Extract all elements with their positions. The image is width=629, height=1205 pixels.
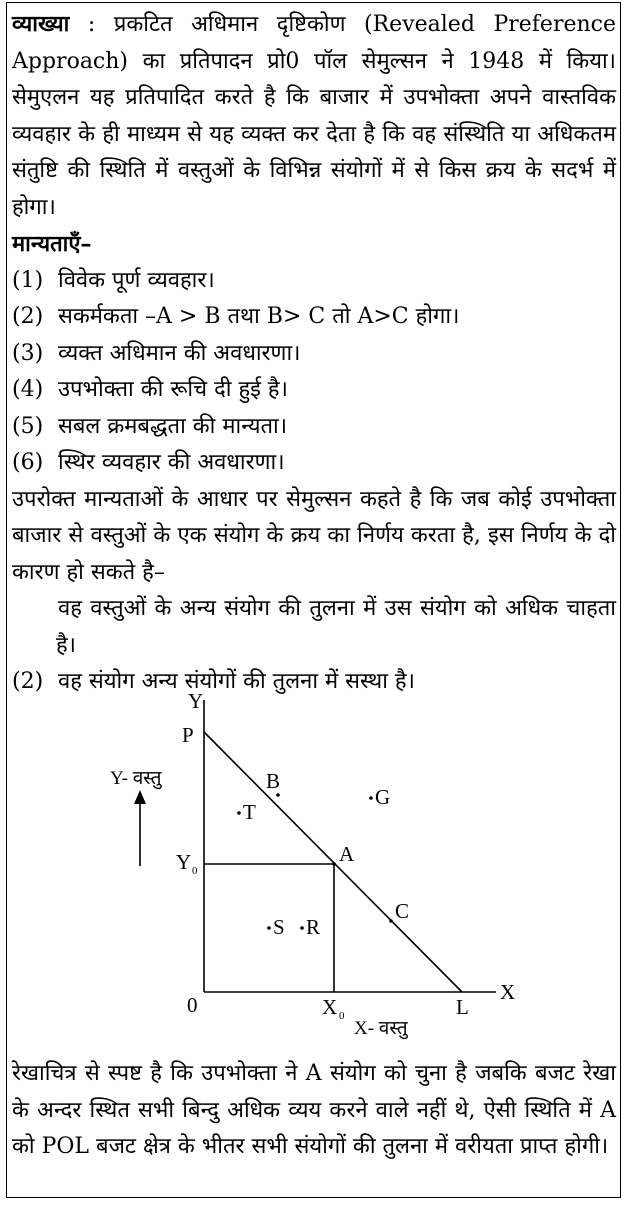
assumption-item bbox=[12, 445, 616, 482]
point-t-dot bbox=[237, 811, 241, 815]
assumption-item bbox=[12, 372, 616, 409]
item-text: विवेक पूर्ण व्यवहार। bbox=[58, 267, 215, 293]
revealed-preference-diagram bbox=[0, 680, 629, 1050]
assumption-item bbox=[12, 336, 616, 373]
point-b-dot bbox=[276, 793, 280, 797]
point-g-label: G bbox=[375, 785, 391, 809]
y0-subscript: 0 bbox=[192, 865, 198, 877]
x-axis-label: X bbox=[500, 980, 516, 1004]
item-number: (3) bbox=[12, 340, 44, 366]
point-c-dot bbox=[389, 919, 393, 923]
point-l-label: L bbox=[456, 995, 469, 1019]
intro-label: व्याख्या bbox=[12, 11, 70, 37]
item-text: व्यक्त अधिमान की अवधारणा। bbox=[58, 340, 301, 366]
item-number: (2) bbox=[12, 669, 44, 694]
assumption-item bbox=[12, 299, 616, 336]
budget-line bbox=[204, 732, 462, 992]
origin-label: 0 bbox=[187, 993, 198, 1017]
item-number: (4) bbox=[12, 377, 44, 402]
item-number: (1) bbox=[12, 267, 44, 293]
item-number: (2) bbox=[12, 304, 44, 329]
point-t-label: T bbox=[243, 800, 256, 824]
point-r-label: R bbox=[306, 915, 321, 939]
y0-label: Y bbox=[176, 850, 192, 874]
point-g-dot bbox=[369, 796, 373, 800]
intro-paragraph bbox=[12, 6, 616, 226]
point-r-dot bbox=[300, 926, 304, 930]
point-b-label: B bbox=[266, 769, 281, 793]
point-c-label: C bbox=[395, 899, 410, 923]
item-text: सबल क्रमबद्धता की मान्यता। bbox=[58, 413, 288, 439]
assumption-item bbox=[12, 263, 616, 300]
assumptions-list bbox=[12, 263, 616, 482]
point-a-label: A bbox=[339, 842, 355, 866]
item-text: वह वस्तुओं के अन्य संयोग की तुलना में उस संयोग को अधिक चाहता है। bbox=[56, 596, 616, 658]
conclusion-paragraph: रेखाचित्र से स्पष्ट है कि उपभोक्ता ने A संयोग को चुना है जबकि बजट रेखा के अन्दर स्थित सभी बिन्दु अधिक व्यय करने वाले नहीं थे, ऐसी स्थिति में A को POL बजट क्षेत्र के भीतर सभी संयोगों की तुलना में वरीयता प्राप्त होगी। bbox=[12, 1061, 616, 1159]
item-number: (5) bbox=[12, 413, 44, 439]
reasons-paragraph: उपरोक्त मान्यताओं के आधार पर सेमुल्सन कहते है कि जब कोई उपभोक्ता बाजार से वस्तुओं के एक संयोग के क्रय का निर्णय करता है, इस निर्णय के दो कारण हो सकते है– bbox=[12, 486, 616, 585]
item-text: स्थिर व्यवहार की अवधारणा। bbox=[58, 450, 285, 475]
point-s-dot bbox=[267, 926, 271, 930]
point-p-label: P bbox=[182, 723, 194, 747]
y-axis-label: Y bbox=[188, 689, 204, 713]
intro-separator: : bbox=[69, 12, 114, 37]
intro-text: प्रकटित अधिमान दृष्टिकोण (Revealed Preference Approach) का प्रतिपादन प्रो0 पॉल सेमुल्सन ने 1948 में किया। सेमुएलन यह प्रतिपादित करते है कि बाजार में उपभोक्ता अपने वास्तविक व्यवहार के ही माध्यम से यह व्यक्त कर देता है कि वह संस्थिति या अधिकतम संतुष्टि की स्थिति में वस्तुओं के विभिन्न संयोगों में से किस क्रय के सदर्भ में होगा। bbox=[12, 12, 616, 220]
item-number bbox=[12, 591, 58, 628]
item-text: वह संयोग अन्य संयोगों की तुलना में सस्था है। bbox=[58, 669, 415, 694]
up-arrow-icon bbox=[134, 790, 146, 804]
item-number: (6) bbox=[12, 450, 44, 475]
x0-subscript: 0 bbox=[339, 1010, 345, 1022]
conclusion-block bbox=[12, 1056, 616, 1166]
assumption-item bbox=[12, 409, 616, 446]
assumptions-heading: मान्यताएँ– bbox=[12, 231, 92, 257]
point-a-dot bbox=[332, 862, 336, 866]
x0-label: X bbox=[322, 995, 338, 1019]
point-s-label: S bbox=[273, 915, 285, 939]
item-text: सकर्मकता –A > B तथा B> C तो A>C होगा। bbox=[58, 304, 460, 329]
reason-item bbox=[12, 591, 616, 664]
x-goods-label: X- वस्तु bbox=[354, 1018, 408, 1039]
y-goods-label: Y- वस्तु bbox=[110, 768, 162, 789]
item-text: उपभोक्ता की रूचि दी हुई है। bbox=[58, 377, 288, 402]
document-body bbox=[12, 6, 616, 701]
